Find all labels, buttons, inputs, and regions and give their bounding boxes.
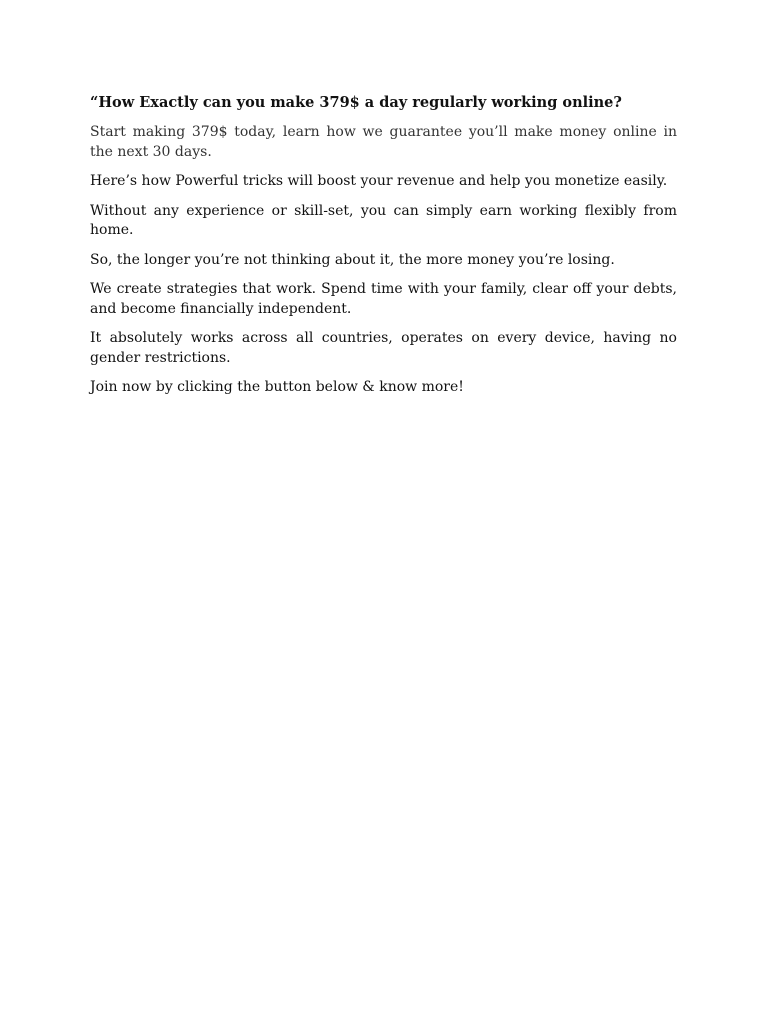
document-heading: “How Exactly can you make 379$ a day regularly working online? bbox=[90, 94, 622, 111]
paragraph-start-making: Start making 379$ today, learn how we guarantee you’ll make money online in the next 30 days. bbox=[90, 124, 677, 160]
document-page bbox=[90, 93, 677, 408]
paragraph-join-now: Join now by clicking the button below & know more! bbox=[90, 379, 464, 395]
paragraph-without-experience: Without any experience or skill-set, you can simply earn working flexibly from home. bbox=[90, 202, 677, 238]
paragraph-all-countries: It absolutely works across all countries, operates on every device, having no gender restrictions. bbox=[90, 330, 677, 366]
paragraph-strategies: We create strategies that work. Spend time with your family, clear off your debts, and become financially independent. bbox=[90, 281, 677, 317]
paragraph-powerful-tricks: Here’s how Powerful tricks will boost your revenue and help you monetize easily. bbox=[90, 173, 668, 189]
paragraph-longer-not-thinking: So, the longer you’re not thinking about it, the more money you’re losing. bbox=[90, 251, 615, 268]
